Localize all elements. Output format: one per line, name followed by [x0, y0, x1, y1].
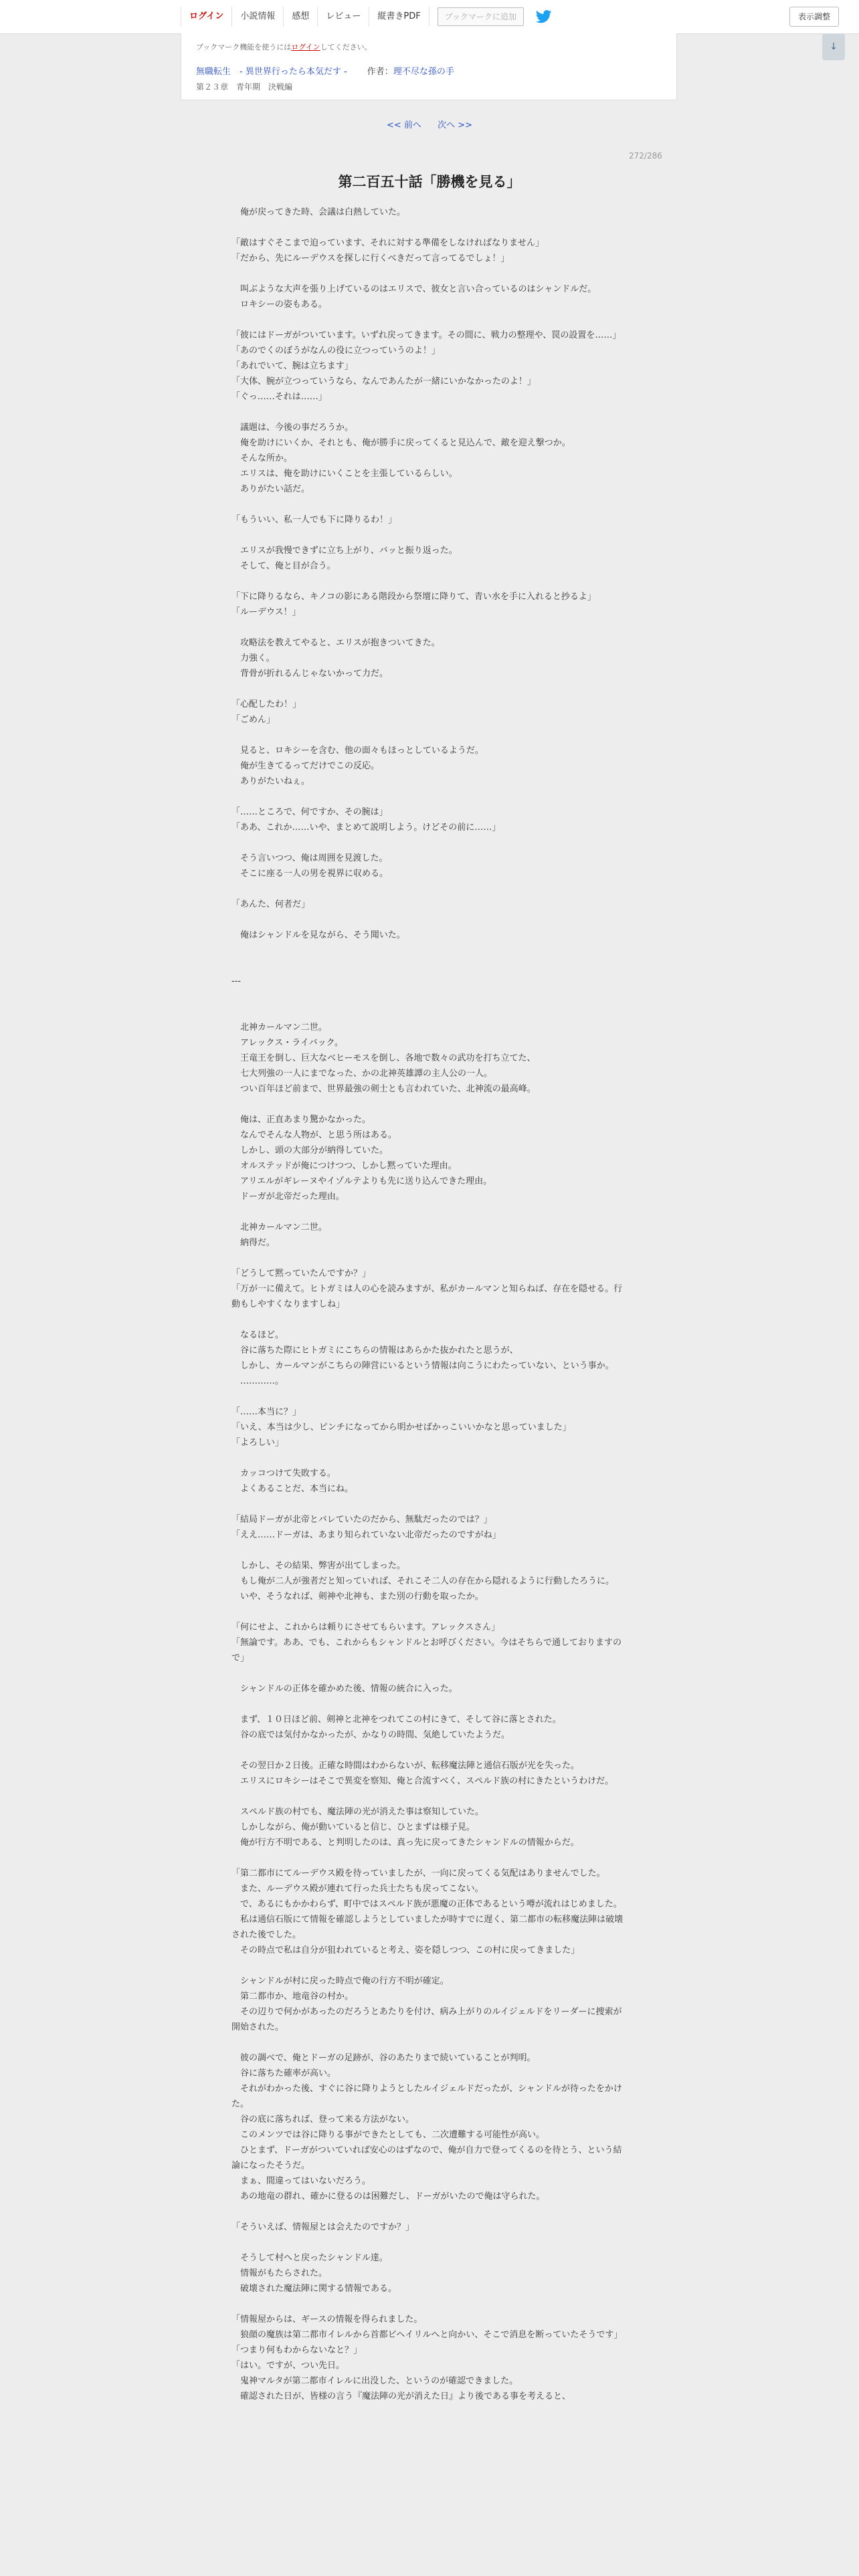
- body-paragraph: ありがたい話だ。: [231, 484, 310, 494]
- body-paragraph: 「あんた、何者だ」: [231, 899, 310, 909]
- blank-line: [231, 220, 626, 235]
- body-paragraph: 七大列強の一人にまでなった、かの北神英雄譚の主人公の一人。: [231, 1069, 493, 1079]
- body-paragraph: 「ごめん」: [231, 715, 276, 725]
- blank-line: [231, 1389, 626, 1404]
- blank-line: [231, 528, 626, 543]
- body-paragraph: 俺が戻ってきた時、会議は白熱していた。: [231, 207, 406, 217]
- body-paragraph: しかし、カールマンがこちらの陣営にいるという情報は向こうにわたっていない、という事か。: [231, 1361, 614, 1371]
- body-paragraph: で、あるにもかかわらず、町中ではスペルド族が悪魔の正体であるという噂が流れはじめました。: [231, 1899, 622, 1909]
- body-paragraph: エリスにロキシーはそこで異変を察知、俺と合流すべく、スペルド族の村にきたというわけだ。: [231, 1776, 614, 1786]
- body-paragraph: 谷の底に落ちれば、登って来る方法がない。: [231, 2115, 415, 2125]
- blank-line: [231, 574, 626, 589]
- body-paragraph: 攻略法を教えてやると、エリスが抱きついてきた。: [231, 638, 440, 648]
- blank-line: [231, 2235, 626, 2250]
- body-paragraph: ロキシーの姿もある。: [231, 300, 327, 310]
- body-paragraph: シャンドルの正体を確かめた後、情報の統合に入った。: [231, 1684, 458, 1694]
- blank-line: [231, 789, 626, 804]
- body-paragraph: 「だから、先にルーデウスを探しに行くべきだって言ってるでしょ！」: [231, 253, 510, 263]
- body-paragraph: 叫ぶような大声を張り上げているのはエリスで、彼女と言い合っているのはシャンドルだ。: [231, 284, 597, 294]
- body-paragraph: エリスが我慢できずに立ち上がり、バッと振り返った。: [231, 546, 458, 556]
- blank-line: [231, 1497, 626, 1512]
- episode-title: 第二百五十話「勝機を見る」: [338, 174, 521, 190]
- body-paragraph: 「ああ、これか……いや、まとめて説明しよう。けどその前に……」: [231, 823, 501, 833]
- blank-line: [231, 1697, 626, 1712]
- series-title-link[interactable]: 無職転生 - 異世界行ったら本気だす -: [196, 67, 347, 77]
- body-paragraph: 「ルーデウス！」: [231, 607, 301, 617]
- body-paragraph: もし俺が二人が強者だと知っていれば、それこそ二人の存在から隠れるように行動したろうに。: [231, 1576, 615, 1586]
- nav-login-link[interactable]: ログイン: [181, 7, 232, 27]
- blank-line: [231, 1958, 626, 1973]
- body-paragraph: このメンツでは谷に降りる事ができたとしても、二次遭難する可能性が高い。: [231, 2130, 545, 2140]
- body-paragraph: しかし、頭の大部分が納得していた。: [231, 1146, 389, 1156]
- body-paragraph: 谷の底では気付かなかったが、かなりの時間、気絶していたようだ。: [231, 1730, 510, 1740]
- body-paragraph: 私は通信石版にて情報を確認しようとしていましたが時すでに遅く、第二都市の転移魔法陣は破壊された後でした。: [231, 1915, 624, 1940]
- body-paragraph: 力強く。: [231, 653, 275, 663]
- body-paragraph: アリエルがギレーヌやイゾルテよりも先に送り込んできた理由。: [231, 1176, 492, 1186]
- novel-header-box: [181, 33, 677, 100]
- body-paragraph: あの地竜の群れ、確かに登るのは困難だし、ドーガがいたので俺は守られた。: [231, 2191, 545, 2202]
- blank-line: [231, 1666, 626, 1681]
- body-paragraph: その辺りで何かがあったのだろうとあたりを付け、病み上がりのルイジェルドをリーダーに捜索が開始された。: [231, 2007, 622, 2032]
- body-paragraph: エリスは、俺を助けにいくことを主張しているらしい。: [231, 469, 458, 479]
- body-paragraph: 「どうして黙っていたんですか？」: [231, 1269, 371, 1279]
- body-paragraph: 「あのでくのぼうがなんの役に立つっていうのよ！」: [231, 346, 440, 356]
- episode-pager: [0, 118, 859, 130]
- blank-line: [231, 1604, 626, 1620]
- body-paragraph: 「無論です。ああ、でも、これからもシャンドルとお呼びください。今はそちらで通しておりますので」: [231, 1638, 622, 1663]
- body-paragraph: その時点で私は自分が狙われていると考え、姿を隠しつつ、この村に戻ってきました」: [231, 1945, 580, 1955]
- body-paragraph: 「はい。ですが、つい先日。: [231, 2361, 345, 2371]
- nav-novel-info-link[interactable]: 小説情報: [232, 7, 284, 27]
- blank-line: [231, 728, 626, 743]
- body-paragraph: 「あれでいて、腕は立ちます」: [231, 361, 353, 371]
- prev-episode-link[interactable]: << 前へ: [387, 120, 421, 130]
- body-paragraph: 「彼にはドーガがついています。いずれ戻ってきます。その間に、戦力の整理や、罠の設置を……」: [231, 330, 622, 340]
- top-navigation-bar: [0, 0, 859, 34]
- body-paragraph: 第二都市か、地竜谷の村か。: [231, 1992, 354, 2002]
- blank-line: [231, 405, 626, 420]
- novel-body: [231, 205, 626, 2404]
- body-paragraph: 「何にせよ、これからは頼りにさせてもらいます。アレックスさん」: [231, 1622, 500, 1632]
- body-paragraph: 谷に落ちた際にヒトガミにこちらの情報はあらかた抜かれたと思うが、: [231, 1346, 518, 1356]
- body-paragraph: そして、俺と目が合う。: [231, 561, 336, 571]
- series-line: [196, 64, 662, 77]
- body-paragraph: ---: [231, 976, 242, 986]
- body-paragraph: よくあることだ、本当にね。: [231, 1484, 354, 1494]
- body-paragraph: シャンドルが村に戻った時点で俺の行方不明が確定。: [231, 1976, 449, 1986]
- body-paragraph: ありがたいねぇ。: [231, 776, 310, 786]
- body-paragraph: 「情報屋からは、ギースの情報を得られました。: [231, 2315, 423, 2325]
- blank-line: [231, 1097, 626, 1112]
- body-paragraph: しかしながら、俺が動いていると信じ、ひとまずは様子見。: [231, 1822, 476, 1832]
- body-paragraph: そうして村へと戻ったシャンドル達。: [231, 2253, 388, 2263]
- body-paragraph: 背骨が折れるんじゃないかって力だ。: [231, 669, 389, 679]
- blank-line: [231, 881, 626, 897]
- blank-line: [231, 497, 626, 512]
- body-paragraph: いや、そうなれば、剣神や北神も、また別の行動を取ったか。: [231, 1592, 484, 1602]
- body-paragraph: 納得だ。: [231, 1238, 276, 1248]
- nav-review-link[interactable]: レビュー: [318, 7, 369, 27]
- body-paragraph: 「……ところで、何ですか、その腕は」: [231, 807, 388, 817]
- body-paragraph: 「……本当に？」: [231, 1407, 302, 1417]
- body-paragraph: 「万が一に備えて。ヒトガミは人の心を読みますが、私がカールマンと知らねば、存在を隠せる。行動もしやすくなりますしね」: [231, 1284, 623, 1309]
- author-label: 作者：: [367, 67, 393, 77]
- body-paragraph: 「下に降りるなら、キノコの影にある階段から祭壇に降りて、青い水を手に入れると抄るよ」: [231, 592, 596, 602]
- body-paragraph: 確認された日が、皆様の言う『魔法陣の光が消えた日』より後である事を考えると、: [231, 2391, 571, 2401]
- body-paragraph: なんでそんな人物が、と思う所はある。: [231, 1130, 397, 1140]
- scroll-down-button[interactable]: ↓: [822, 33, 845, 60]
- body-paragraph: 「結局ドーガが北帝とバレていたのだから、無駄だったのでは？」: [231, 1515, 492, 1525]
- blank-line: [231, 1543, 626, 1558]
- body-paragraph: 情報がもたらされた。: [231, 2268, 328, 2278]
- body-paragraph: 俺は、正直あまり驚かなかった。: [231, 1115, 371, 1125]
- body-paragraph: 俺が行方不明である、と判明したのは、真っ先に戻ってきたシャンドルの情報からだ。: [231, 1838, 579, 1848]
- author-link[interactable]: 理不尽な孫の手: [393, 67, 454, 77]
- body-paragraph: 「心配したわ！」: [231, 700, 302, 710]
- blank-line: [231, 2296, 626, 2312]
- body-paragraph: ひとまず、ドーガがついていれば安心のはずなので、俺が自力で登ってくるのを待とう、という結論になったそうだ。: [231, 2145, 622, 2171]
- body-paragraph: 俺はシャンドルを見ながら、そう聞いた。: [231, 930, 405, 940]
- blank-line: [231, 1004, 626, 1020]
- body-paragraph: つい百年ほど前まで、世界最強の剣士とも言われていた、北神流の最高峰。: [231, 1084, 536, 1094]
- body-paragraph: まぁ、間違ってはいないだろう。: [231, 2176, 371, 2186]
- blank-line: [231, 1451, 626, 1466]
- body-paragraph: 「第二都市にてルーデウス殿を待っていましたが、一向に戻ってくる気配はありませんでした。: [231, 1868, 605, 1879]
- blank-line: [231, 2035, 626, 2050]
- body-paragraph: 「つまり何もわからないなと？」: [231, 2345, 363, 2355]
- body-paragraph: 見ると、ロキシーを含む、他の面々もほっとしているようだ。: [231, 746, 484, 756]
- body-paragraph: 北神カールマン二世。: [231, 1023, 327, 1033]
- body-paragraph: オルステッドが俺につけつつ、しかし黙っていた理由。: [231, 1161, 457, 1171]
- body-paragraph: 「大体、腕が立つっていうなら、なんであんたが一緒にいかなかったのよ！」: [231, 377, 536, 387]
- body-paragraph: そう言いつつ、俺は周囲を見渡した。: [231, 853, 388, 863]
- blank-line: [231, 1743, 626, 1758]
- blank-line: [231, 835, 626, 851]
- body-paragraph: 議題は、今後の事だろうか。: [231, 423, 354, 433]
- body-paragraph: 「そういえば、情報屋とは会えたのですか？」: [231, 2222, 415, 2232]
- blank-line: [231, 1850, 626, 1866]
- display-settings-button[interactable]: 表示調整: [789, 7, 839, 27]
- blank-line: [231, 1789, 626, 1804]
- body-paragraph: 「もういい、私一人でも下に降りるわ！」: [231, 515, 397, 525]
- blank-line: [231, 1251, 626, 1266]
- body-paragraph: 「ぐっ……それは……」: [231, 392, 327, 402]
- body-paragraph: それがわかった後、すぐに谷に降りようとしたルイジェルドだったが、シャンドルが待ったをかけた。: [231, 2084, 622, 2109]
- twitter-icon[interactable]: [536, 9, 552, 24]
- blank-line: [231, 2204, 626, 2220]
- body-paragraph: そこに座る一人の男を視界に収める。: [231, 869, 389, 879]
- body-paragraph: 王竜王を倒し、巨大なベヒーモスを倒し、各地で数々の武功を打ち立てた、: [231, 1053, 536, 1063]
- body-paragraph: 俺が生きてるってだけでこの反応。: [231, 761, 380, 771]
- blank-line: [231, 1312, 626, 1327]
- blank-line: [231, 943, 626, 958]
- blank-line: [231, 266, 626, 282]
- next-episode-link[interactable]: 次へ >>: [438, 120, 472, 130]
- body-paragraph: なるほど。: [231, 1330, 284, 1340]
- body-paragraph: 破壊された魔法陣に関する情報である。: [231, 2284, 397, 2294]
- blank-line: [231, 312, 626, 328]
- blank-line: [231, 912, 626, 928]
- blank-line: [231, 1204, 626, 1220]
- body-paragraph: 狼顔の魔族は第二都市イレルから首都ビヘイリルへと向かい、そこで消息を断っていたそうです」: [231, 2330, 623, 2340]
- body-paragraph: 鬼神マルタが第二都市イレルに出没した、というのが確認できました。: [231, 2376, 518, 2386]
- body-paragraph: 北神カールマン二世。: [231, 1222, 327, 1232]
- body-paragraph: 彼の調べで、俺とドーガの足跡が、谷のあたりまで続いていることが判明。: [231, 2053, 536, 2063]
- body-paragraph: カッコつけて失敗する。: [231, 1469, 336, 1479]
- body-paragraph: 「よろしい」: [231, 1438, 284, 1448]
- blank-line: [231, 681, 626, 697]
- body-paragraph: 「敵はすぐそこまで迫っています、それに対する準備をしなければなりません」: [231, 238, 544, 248]
- body-paragraph: 俺を助けにいくか、それとも、俺が勝手に戻ってくると見込んで、敵を迎え撃つか。: [231, 438, 571, 448]
- body-paragraph: また、ルーデウス殿が連れて行った兵士たちも戻ってこない。: [231, 1884, 484, 1894]
- body-paragraph: まず、１０日ほど前、剣神と北神をつれてこの村にきて、そして谷に落とされた。: [231, 1715, 561, 1725]
- body-paragraph: その翌日か２日後。正確な時間はわからないが、転移魔法陣と通信石版が光を失った。: [231, 1761, 580, 1771]
- body-paragraph: そんな所か。: [231, 453, 293, 463]
- body-paragraph: しかし、その結果、弊害が出てしまった。: [231, 1561, 406, 1571]
- body-paragraph: スペルド族の村でも、魔法陣の光が消えた事は察知していた。: [231, 1807, 484, 1817]
- blank-line: [231, 989, 626, 1004]
- bookmark-login-note: [196, 41, 662, 52]
- body-paragraph: アレックス・ライバック。: [231, 1038, 344, 1048]
- note-suffix: してください。: [320, 43, 372, 51]
- blank-line: [231, 620, 626, 635]
- nav-vertical-pdf-link[interactable]: 縦書きPDF: [369, 7, 429, 27]
- add-bookmark-button[interactable]: ブックマークに追加: [438, 7, 524, 26]
- body-paragraph: ドーガが北帝だった理由。: [231, 1192, 345, 1202]
- body-paragraph: 「いえ、本当は少し、ピンチになってから明かせばかっこいいかなと思っていました」: [231, 1422, 571, 1432]
- note-login-link[interactable]: ログイン: [291, 43, 320, 51]
- nav-menu: [181, 7, 552, 27]
- body-paragraph: 「ええ……ドーガは、あまり知られていない北帝だったのですがね」: [231, 1530, 501, 1540]
- episode-count: 272/286: [629, 151, 662, 160]
- body-paragraph: 谷に落ちた確率が高い。: [231, 2068, 337, 2078]
- chapter-title: 第２３章 青年期 決戦編: [196, 82, 293, 92]
- blank-line: [231, 958, 626, 974]
- nav-impressions-link[interactable]: 感想: [284, 7, 318, 27]
- body-paragraph: …………。: [231, 1376, 284, 1386]
- note-prefix: ブックマーク機能を使うには: [196, 43, 292, 51]
